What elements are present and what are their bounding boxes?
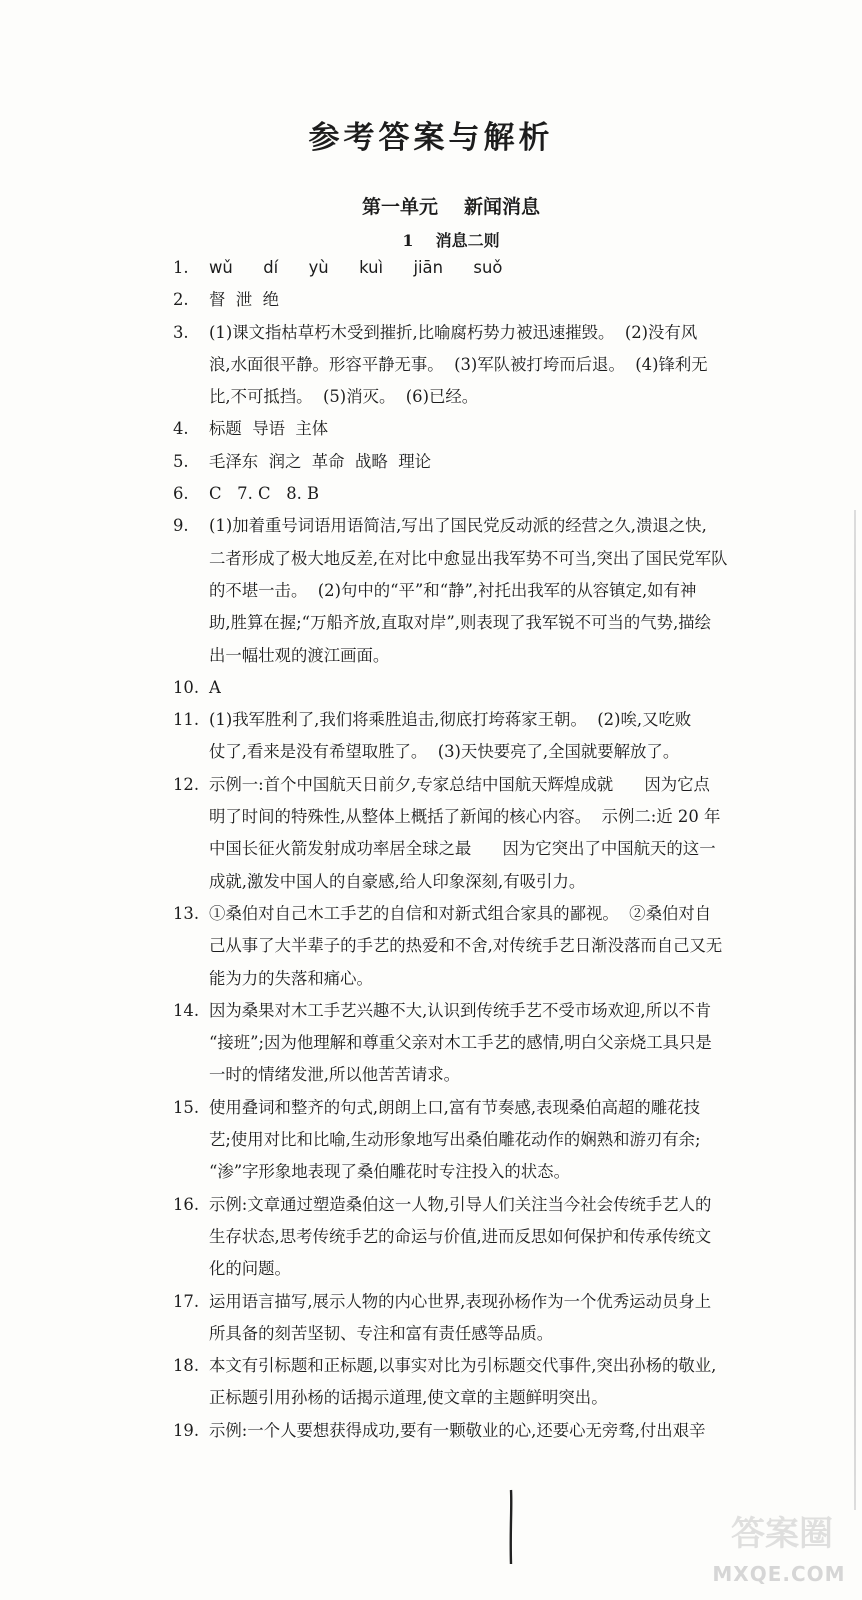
answer-line: C 7. C 8. B: [209, 484, 320, 504]
answer-item: [173, 1092, 836, 1189]
answer-number: 2.: [173, 290, 189, 310]
answer-line: 浪,水面很平静。形容平静无事。 (3)军队被打垮而后退。 (4)锋利无: [209, 354, 708, 374]
answer-number: 15.: [173, 1097, 200, 1117]
lesson-name: 消息二则: [435, 231, 500, 250]
answer-number: 14.: [173, 1000, 200, 1020]
answer-line: 助,胜算在握;“万船齐放,直取对岸”,则表现了我军锐不可当的气势,描绘: [209, 613, 712, 633]
answer-number: 1.: [173, 258, 189, 277]
answer-item: [173, 446, 836, 478]
answer-line: 毛泽东 润之 革命 战略 理论: [209, 451, 431, 471]
pen-mark: [508, 1488, 514, 1566]
answer-line: A: [209, 677, 221, 697]
answer-line: 仗了,看来是没有希望取胜了。 (3)天快要亮了,全国就要解放了。: [209, 742, 680, 762]
answer-item: [173, 769, 836, 898]
answer-line: 艺;使用对比和比喻,生动形象地写出桑伯雕花动作的娴熟和游刃有余;: [209, 1130, 701, 1150]
answer-number: 13.: [173, 903, 200, 923]
answer-number: 11.: [173, 710, 200, 730]
answer-line: 出一幅壮观的渡江画面。: [209, 645, 390, 665]
answer-line: 示例一:首个中国航天日前夕,专家总结中国航天辉煌成就 因为它点: [209, 774, 710, 794]
answer-number: 5.: [173, 451, 189, 471]
watermark-site: MXQE.COM: [712, 1562, 846, 1586]
answer-line: 化的问题。: [209, 1259, 291, 1279]
answer-line: 示例:文章通过塑造桑伯这一人物,引导人们关注当今社会传统手艺人的: [209, 1194, 712, 1214]
answer-item: [173, 413, 836, 445]
answer-line: 明了时间的特殊性,从整体上概括了新闻的核心内容。 示例二:近 20 年: [209, 807, 721, 827]
unit-label: 第一单元: [361, 196, 438, 218]
answer-line: “接班”;因为他理解和尊重父亲对木工手艺的感情,明白父亲烧工具只是: [209, 1033, 712, 1053]
answer-number: 6.: [173, 484, 189, 504]
answer-line: ①桑伯对自己木工手艺的自信和对新式组合家具的鄙视。 ②桑伯对自: [209, 903, 712, 923]
answer-item: [173, 284, 836, 316]
watermark: [704, 1506, 854, 1586]
answer-line: 二者形成了极大地反差,在对比中愈显出我军势不可当,突出了国民党军队: [209, 548, 728, 568]
answer-line: 的不堪一击。 (2)句中的“平”和“静”,衬托出我军的从容镇定,如有神: [209, 580, 697, 600]
answer-item: [173, 510, 836, 671]
answer-line: 中国长征火箭发射成功率居全球之最 因为它突出了中国航天的这一: [209, 839, 716, 859]
answer-line: 正标题引用孙杨的话揭示道理,使文章的主题鲜明突出。: [209, 1388, 608, 1408]
watermark-logo: 答案圈: [731, 1514, 833, 1554]
answer-item: [173, 317, 836, 414]
answer-item: [173, 1286, 836, 1351]
unit-name: 新闻消息: [464, 196, 541, 218]
answer-line: 一时的情绪发泄,所以他苦苦请求。: [209, 1065, 461, 1085]
answer-line: 因为桑果对木工手艺兴趣不大,认识到传统手艺不受市场欢迎,所以不肯: [209, 1000, 712, 1020]
answer-number: 16.: [173, 1194, 200, 1214]
answer-number: 19.: [173, 1420, 200, 1440]
answer-item: [173, 704, 836, 769]
page-title: 参考答案与解析: [308, 120, 554, 156]
answer-number: 10.: [173, 677, 200, 697]
answer-line: (1)加着重号词语用语简洁,写出了国民党反动派的经营之久,溃退之快,: [209, 516, 707, 536]
answer-item: [173, 1350, 836, 1415]
answer-line: 运用语言描写,展示人物的内心世界,表现孙杨作为一个优秀运动员身上: [209, 1291, 712, 1311]
answer-number: 4.: [173, 419, 189, 439]
answer-line: “渗”字形象地表现了桑伯雕花时专注投入的状态。: [209, 1162, 570, 1182]
answer-item: [173, 898, 836, 995]
answer-item: [173, 478, 836, 510]
answer-list: [173, 252, 836, 1447]
answer-line: 示例:一个人要想获得成功,要有一颗敬业的心,还要心无旁骛,付出艰辛: [209, 1420, 706, 1440]
answer-line: 能为力的失落和痛心。: [209, 968, 373, 988]
unit-heading: [0, 192, 862, 219]
answer-line: 本文有引标题和正标题,以事实对比为引标题交代事件,突出孙杨的敬业,: [209, 1356, 717, 1376]
answer-line: 己从事了大半辈子的手艺的热爱和不舍,对传统手艺日渐没落而自己又无: [209, 936, 723, 956]
answer-item: [173, 1189, 836, 1286]
answer-item: [173, 672, 836, 704]
answer-line: (1)我军胜利了,我们将乘胜追击,彻底打垮蒋家王朝。 (2)唉,又吃败: [209, 710, 692, 730]
answer-line: 标题 导语 主体: [209, 419, 329, 439]
answer-number: 17.: [173, 1291, 200, 1311]
answer-line: 比,不可抵挡。 (5)消灭。 (6)已经。: [209, 387, 479, 407]
answer-item: [173, 252, 836, 284]
answer-line: 督 泄 绝: [209, 290, 280, 310]
page-edge-shadow: [854, 510, 856, 1510]
answer-item: [173, 1415, 836, 1447]
answer-line: wǔ dí yù kuì jiān suǒ: [209, 258, 503, 277]
answer-item: [173, 995, 836, 1092]
answer-number: 3.: [173, 322, 189, 342]
answer-line: 生存状态,思考传统手艺的命运与价值,进而反思如何保护和传承传统文: [209, 1226, 712, 1246]
answer-line: 成就,激发中国人的自豪感,给人印象深刻,有吸引力。: [209, 871, 586, 891]
answer-line: (1)课文指枯草朽木受到摧折,比喻腐朽势力被迅速摧毁。 (2)没有风: [209, 322, 698, 342]
answer-number: 9.: [173, 516, 189, 536]
answer-number: 18.: [173, 1356, 200, 1376]
answer-number: 12.: [173, 774, 200, 794]
lesson-number: 1: [402, 231, 414, 250]
answer-line: 所具备的刻苦坚韧、专注和富有责任感等品质。: [209, 1323, 554, 1343]
answer-line: 使用叠词和整齐的句式,朗朗上口,富有节奏感,表现桑伯高超的雕花技: [209, 1097, 700, 1117]
lesson-heading: [0, 228, 862, 251]
